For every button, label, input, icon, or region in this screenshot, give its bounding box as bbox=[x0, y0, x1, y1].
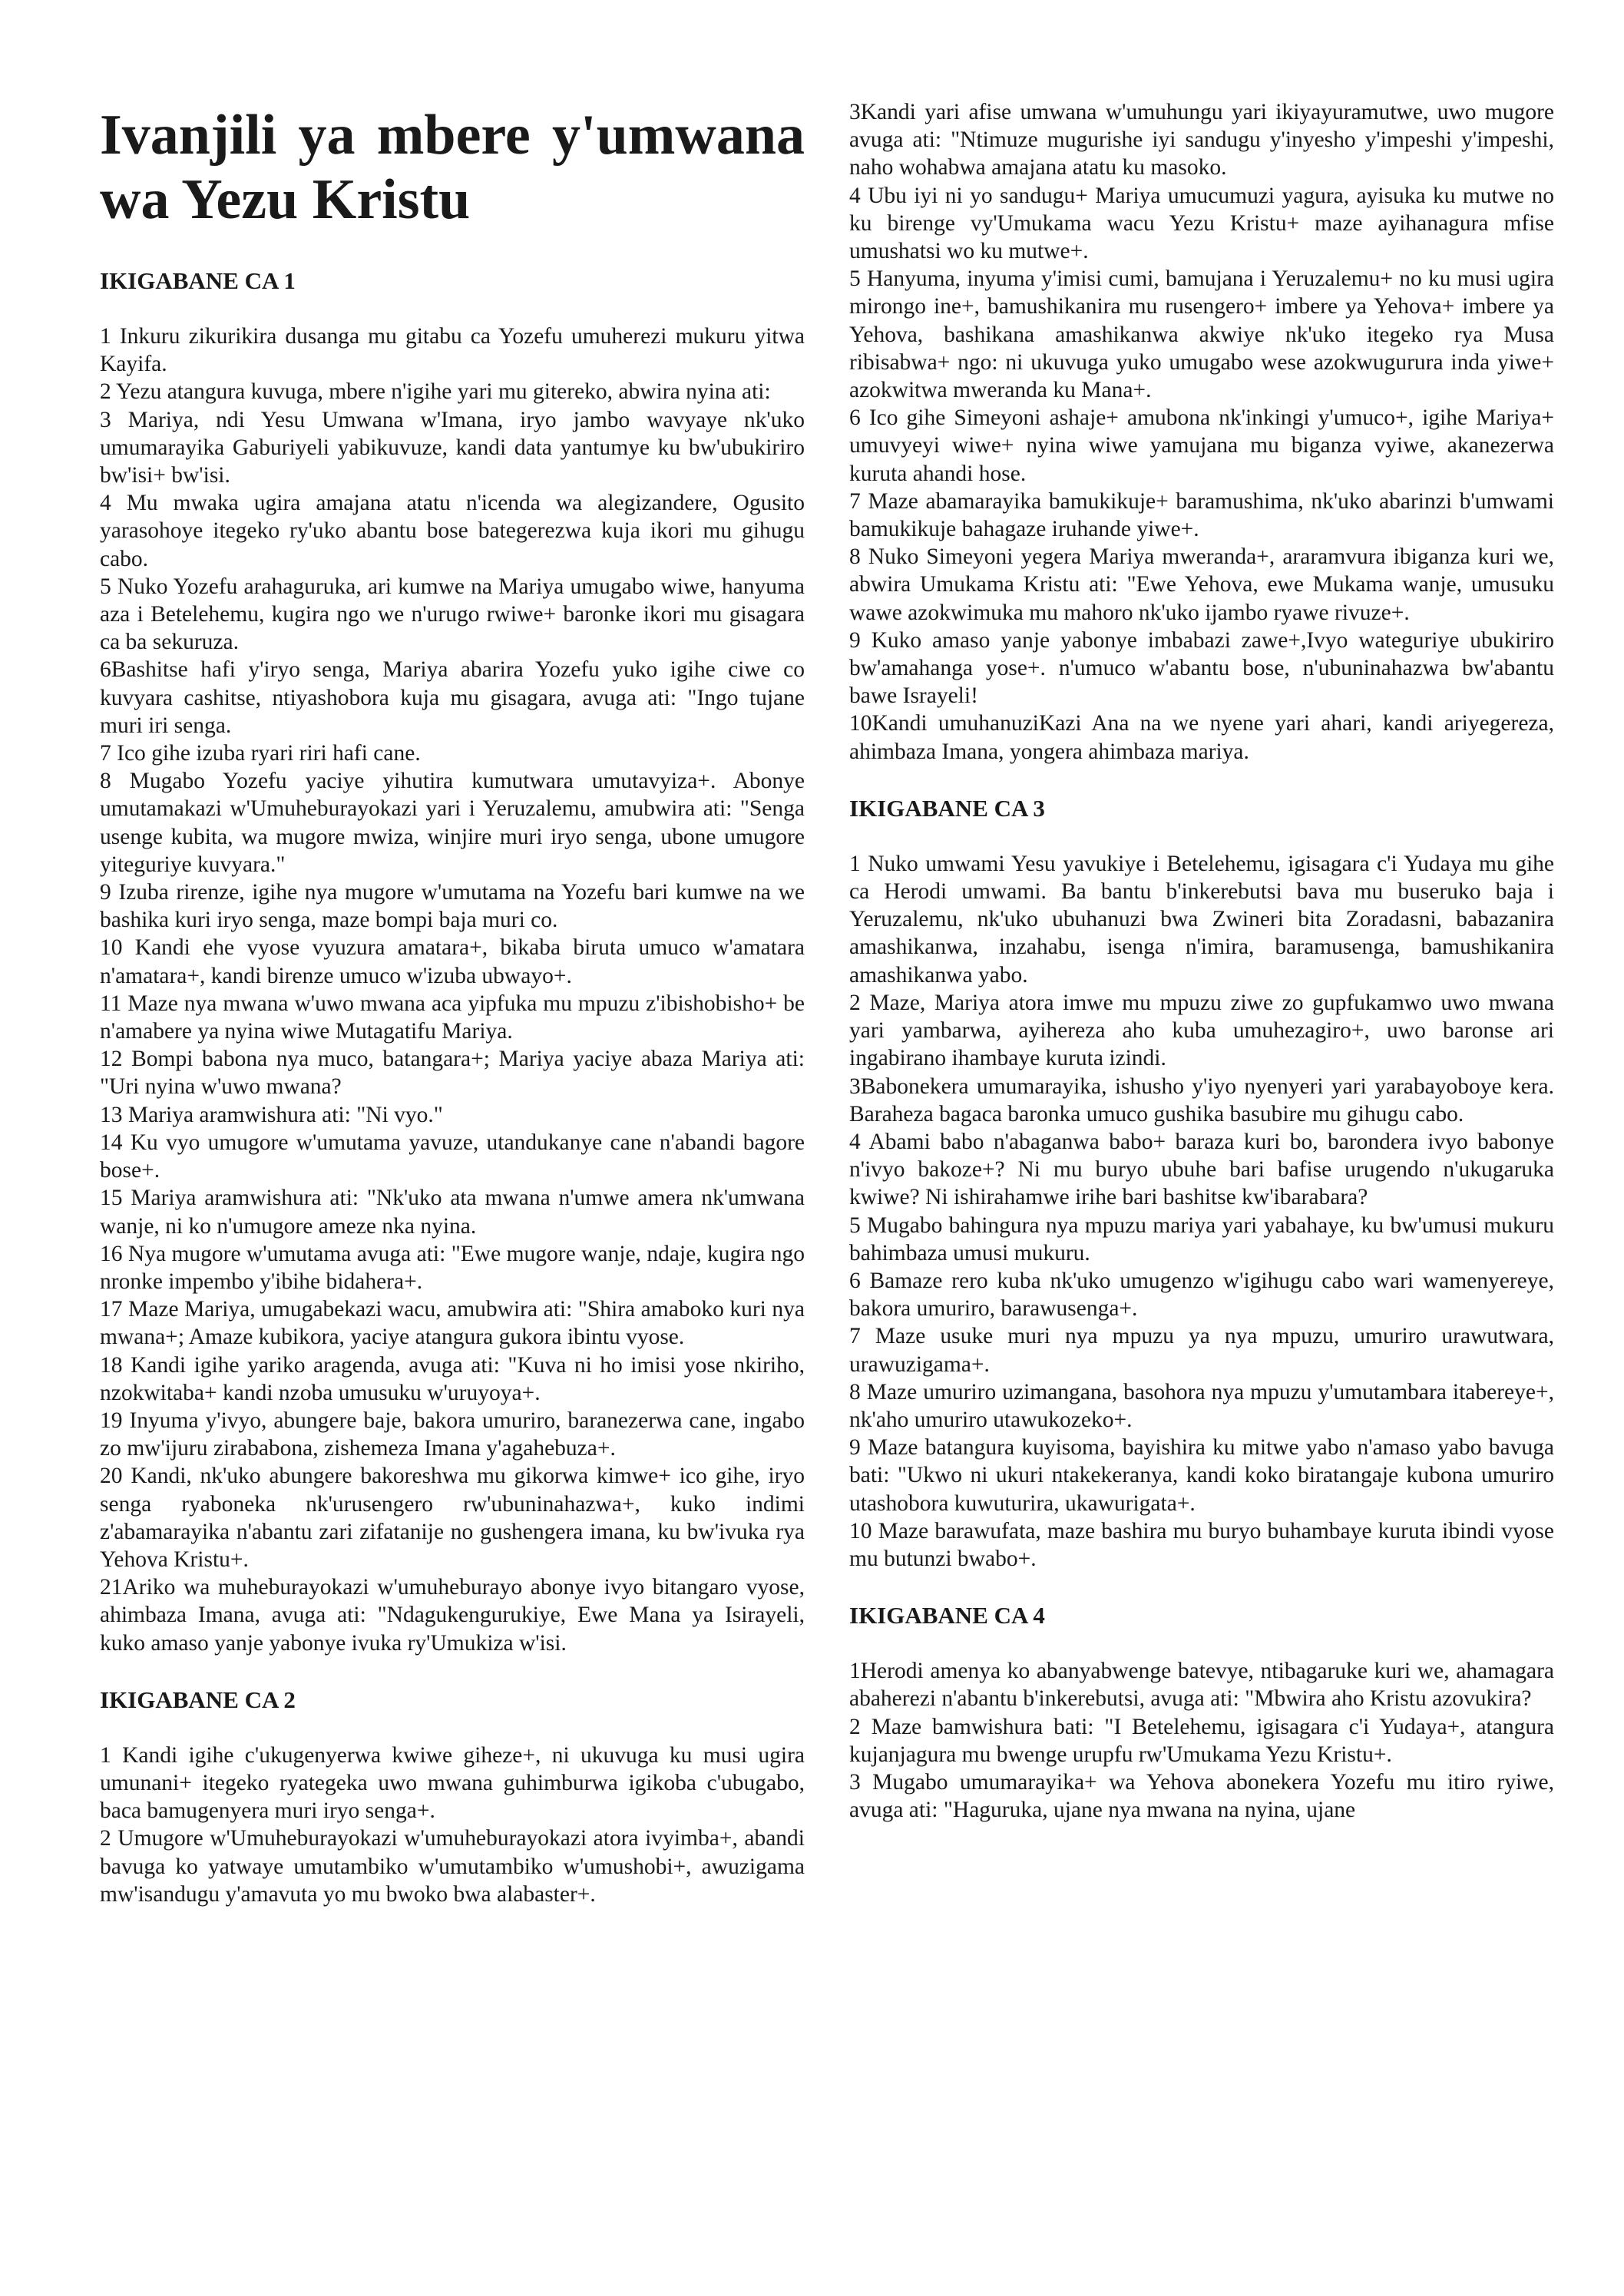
verse: 8 Mugabo Yozefu yaciye yihutira kumutwara umutavyiza+. Abonye umutamakazi w'Umuheburayokazi yari i Yeruzalemu, amubwira ati: "Senga usenge kubita, wa mugore mwiza, winjire muri iryo senga, ubone umugore yiteguriye kuvyara." bbox=[100, 769, 805, 877]
verse: 2 Umugore w'Umuheburayokazi w'umuheburayokazi atora ivyimba+, abandi bavuga ko yatwaye umutambiko w'umutambiko w'umushobi+, awuzigama mw'isandugu y'amavuta yo mu bwoko bwa alabaster+. bbox=[100, 1826, 805, 1907]
verse: 10 Maze barawufata, maze bashira mu buryo buhambaye kuruta ibindi vyose mu butunzi bwabo+. bbox=[849, 1518, 1554, 1571]
verse: 7 Maze abamarayika bamukikuje+ baramushima, nk'uko abarinzi b'umwami bamukikuje bahagaze iruhande yiwe+. bbox=[849, 488, 1554, 542]
chapter-3-verses bbox=[849, 850, 1554, 1573]
verse: 12 Bompi babona nya muco, batangara+; Mariya yaciye abaza Mariya ati: "Uri nyina w'uwo mwana? bbox=[100, 1047, 805, 1100]
chapter-2-verses-start bbox=[100, 1742, 805, 1908]
verse: 7 Ico gihe izuba ryari riri hafi cane. bbox=[100, 741, 421, 766]
verse: 9 Kuko amaso yanje yabonye imbabazi zawe+,Ivyo wateguriye ubukiriro bw'amahanga yose+. n'umuco w'abantu bose, n'ubuninahazwa bw'abantu bawe Israyeli! bbox=[849, 627, 1554, 709]
verse: 17 Maze Mariya, umugabekazi wacu, amubwira ati: "Shira amaboko kuri nya mwana+; Amaze kubikora, yaciye atangura gukora ibintu vyose. bbox=[100, 1297, 805, 1350]
verse: 14 Ku vyo umugore w'umutama yavuze, utandukanye cane n'abandi bagore bose+. bbox=[100, 1130, 805, 1183]
verse: 16 Nya mugore w'umutama avuga ati: "Ewe mugore wanje, ndaje, kugira ngo nronke impembo y'ibihe bidahera+. bbox=[100, 1241, 805, 1294]
verse: 4 Ubu iyi ni yo sandugu+ Mariya umucumuzi yagura, ayisuka ku mutwe no ku birenge vy'Umukama wacu Yezu Kristu+ maze ayihanagura mfise umushatsi wo ku mutwe+. bbox=[849, 183, 1554, 264]
verse: 2 Maze bamwishura bati: "I Betelehemu, igisagara c'i Yudaya+, atangura kujanjagura mu bwenge urupfu rw'Umukama Yezu Kristu+. bbox=[849, 1714, 1554, 1767]
verse: 18 Kandi igihe yariko aragenda, avuga ati: "Kuva ni ho imisi yose nkiriho, nzokwitaba+ kandi nzoba umusuku w'uruyoya+. bbox=[100, 1352, 805, 1405]
chapter-4-heading: IKIGABANE CA 4 bbox=[849, 1602, 1045, 1629]
chapter-1-heading: IKIGABANE CA 1 bbox=[100, 267, 296, 294]
verse: 2 Maze, Mariya atora imwe mu mpuzu ziwe zo gupfukamwo uwo mwana yari yambarwa, ayihereza aho kuba umuhezagiro+, uwo baronse ari ingabirano ihambaye kuruta izindi. bbox=[849, 990, 1554, 1071]
chapter-2-heading: IKIGABANE CA 2 bbox=[100, 1686, 296, 1713]
verse: 19 Inyuma y'ivyo, abungere baje, bakora umuriro, baranezerwa cane, ingabo zo mw'ijuru zirababona, zishemeza Imana y'agahebuza+. bbox=[100, 1408, 805, 1461]
verse: 9 Izuba rirenze, igihe nya mugore w'umutama na Yozefu bari kumwe na we bashika kuri iryo senga, maze bompi baja muri co. bbox=[100, 880, 805, 933]
verse: 3Kandi yari afise umwana w'umuhungu yari ikiyayuramutwe, uwo mugore avuga ati: "Ntimuze mugurishe iyi sandugu y'inyesho y'impeshi y'impeshi, naho wohabwa amajana atatu ku masoko. bbox=[849, 100, 1554, 180]
verse: 1Herodi amenya ko abanyabwenge batevye, ntibagaruke kuri we, ahamagara abaherezi n'abantu b'inkerebutsi, avuga ati: "Mbwira aho Kristu azovukira? bbox=[849, 1659, 1554, 1712]
verse: 21Ariko wa muheburayokazi w'umuheburayo abonye ivyo bitangaro vyose, ahimbaza Imana, avuga ati: "Ndagukengurukiye, Ewe Mana ya Isirayeli, kuko amaso yanje yabonye ivuka ry'Umukiza w'isi. bbox=[100, 1575, 805, 1656]
verse: 11 Maze nya mwana w'uwo mwana aca yipfuka mu mpuzu z'ibishobisho+ be n'amabere ya nyina wiwe Mutagatifu Mariya. bbox=[100, 991, 805, 1044]
verse: 3Babonekera umumarayika, ishusho y'iyo nyenyeri yari yarabayoboye kera. Baraheza bagaca baronka umuco gushika basubire mu gihugu cabo. bbox=[849, 1074, 1554, 1126]
chapter-3-heading: IKIGABANE CA 3 bbox=[849, 794, 1045, 822]
verse: 1 Inkuru zikurikira dusanga mu gitabu ca Yozefu umuherezi mukuru yitwa Kayifa. bbox=[100, 324, 805, 377]
chapter-4-verses bbox=[849, 1657, 1554, 1824]
verse: 2 Yezu atangura kuvuga, mbere n'igihe yari mu gitereko, abwira nyina ati: bbox=[100, 379, 771, 405]
verse: 5 Nuko Yozefu arahaguruka, ari kumwe na Mariya umugabo wiwe, hanyuma aza i Betelehemu, kugira ngo we n'urugo rwiwe+ baronke ikori mu gisagara ca ba sekuruza. bbox=[100, 574, 805, 655]
verse: 3 Mariya, ndi Yesu Umwana w'Imana, iryo jambo wavyaye nk'uko umumarayika Gaburiyeli yabikuvuze, kandi data yantumye ku bw'ubukiriro bw'isi+ bw'isi. bbox=[100, 407, 805, 488]
verse: 4 Mu mwaka ugira amajana atatu n'icenda wa alegizandere, Ogusito yarasohoye itegeko ry'uko abantu bose bategerezwa kuja ikori mu gihugu cabo. bbox=[100, 491, 805, 571]
verse: 10 Kandi ehe vyose vyuzura amatara+, bikaba biruta umuco w'amatara n'amatara+, kandi birenze umuco w'izuba ubwayo+. bbox=[100, 935, 805, 988]
verse: 1 Nuko umwami Yesu yavukiye i Betelehemu, igisagara c'i Yudaya mu gihe ca Herodi umwami. Ba bantu b'inkerebutsi bava mu buseruko baja i Yeruzalemu, nk'uko ubuhanuzi bwa Zwineri bita Zoradasni, babazanira amashikanwa, inzahabu, isenga n'imira, baramusenga, bamushikanira amashikanwa yabo. bbox=[849, 851, 1554, 988]
verse: 8 Nuko Simeyoni yegera Mariya mweranda+, araramvura ibiganza kuri we, abwira Umukama Kristu ati: "Ewe Yehova, ewe Mukama wanje, umusuku wawe azokwimuka mu mahoro nk'uko ijambo ryawe rivuze+. bbox=[849, 544, 1554, 625]
chapter-2-verses-continued bbox=[849, 98, 1554, 766]
verse: 20 Kandi, nk'uko abungere bakoreshwa mu gikorwa kimwe+ ico gihe, iryo senga ryaboneka nk'urusengero rw'ubuninahazwa+, kuko indimi z'abamarayika n'abantu zari zifatanije no gushengera imana, ku bw'ivuka rya Yehova Kristu+. bbox=[100, 1464, 805, 1572]
verse: 9 Maze batangura kuyisoma, bayishira ku mitwe yabo n'amaso yabo bavuga bati: "Ukwo ni ukuri ntakekeranya, kandi koko biratangaje kubona umuriro utashobora kuwuturira, ukawurigata+. bbox=[849, 1435, 1554, 1516]
verse: 1 Kandi igihe c'ukugenyerwa kwiwe giheze+, ni ukuvuga ku musi ugira umunani+ itegeko ryategeka uwo mwana guhimburwa igikoba c'ubugabo, baca bamugenyera muri iryo senga+. bbox=[100, 1742, 805, 1824]
verse: 8 Maze umuriro uzimangana, basohora nya mpuzu y'umutambara itabereye+, nk'aho umuriro utawukozeko+. bbox=[849, 1379, 1554, 1432]
document-title: Ivanjili ya mbere y'umwana wa Yezu Kristu bbox=[100, 104, 805, 231]
verse: 10Kandi umuhanuziKazi Ana na we nyene yari ahari, kandi ariyegereza, ahimbaza Imana, yongera ahimbaza mariya. bbox=[849, 711, 1554, 764]
right-column bbox=[849, 98, 1554, 1824]
left-column bbox=[100, 98, 805, 1908]
verse: 4 Abami babo n'abaganwa babo+ baraza kuri bo, barondera ivyo babonye n'ivyo bakoze+? Ni mu buryo ubuhe bari bafise urugendo n'ukugaruka kwiwe? Ni ishirahamwe irihe bari bashitse kw'ibarabara? bbox=[849, 1129, 1554, 1210]
verse: 6 Bamaze rero kuba nk'uko umugenzo w'igihugu cabo wari wamenyereye, bakora umuriro, barawusenga+. bbox=[849, 1268, 1554, 1322]
verse: 5 Mugabo bahingura nya mpuzu mariya yari yabahaye, ku bw'umusi mukuru bahimbaza umusi mukuru. bbox=[849, 1213, 1554, 1265]
verse: 3 Mugabo umumarayika+ wa Yehova abonekera Yozefu mu itiro ryiwe, avuga ati: "Haguruka, ujane nya mwana na nyina, ujane bbox=[849, 1769, 1554, 1823]
verse: 15 Mariya aramwishura ati: "Nk'uko ata mwana n'umwe amera nk'umwana wanje, ni ko n'umugore ameze nka nyina. bbox=[100, 1186, 805, 1239]
chapter-1-verses bbox=[100, 323, 805, 1657]
verse: 5 Hanyuma, inyuma y'imisi cumi, bamujana i Yeruzalemu+ no ku musi ugira mirongo ine+, bamushikanira mu rusengero+ imbere ya Yehova+ imbere ya Yehova, bashikana amashikanwa akwiye nk'uko itegeko rya Musa ribisabwa+ ngo: ni ukuvuga yuko umugabo wese azokwugurura inda yiwe+ azokwitwa mweranda ku Mana+. bbox=[849, 266, 1554, 403]
verse: 13 Mariya aramwishura ati: "Ni vyo." bbox=[100, 1102, 443, 1127]
verse: 7 Maze usuke muri nya mpuzu ya nya mpuzu, umuriro urawutwara, urawuzigama+. bbox=[849, 1324, 1554, 1377]
verse: 6 Ico gihe Simeyoni ashaje+ amubona nk'inkingi y'umuco+, igihe Mariya+ umuvyeyi wiwe+ nyina wiwe yamujana mu biganza vyiwe, akanezerwa kuruta ahandi hose. bbox=[849, 405, 1554, 486]
verse: 6Bashitse hafi y'iryo senga, Mariya abarira Yozefu yuko igihe ciwe co kuvyara cashitse, ntiyashobora kuja mu gisagara, avuga ati: "Ingo tujane muri iri senga. bbox=[100, 657, 805, 738]
